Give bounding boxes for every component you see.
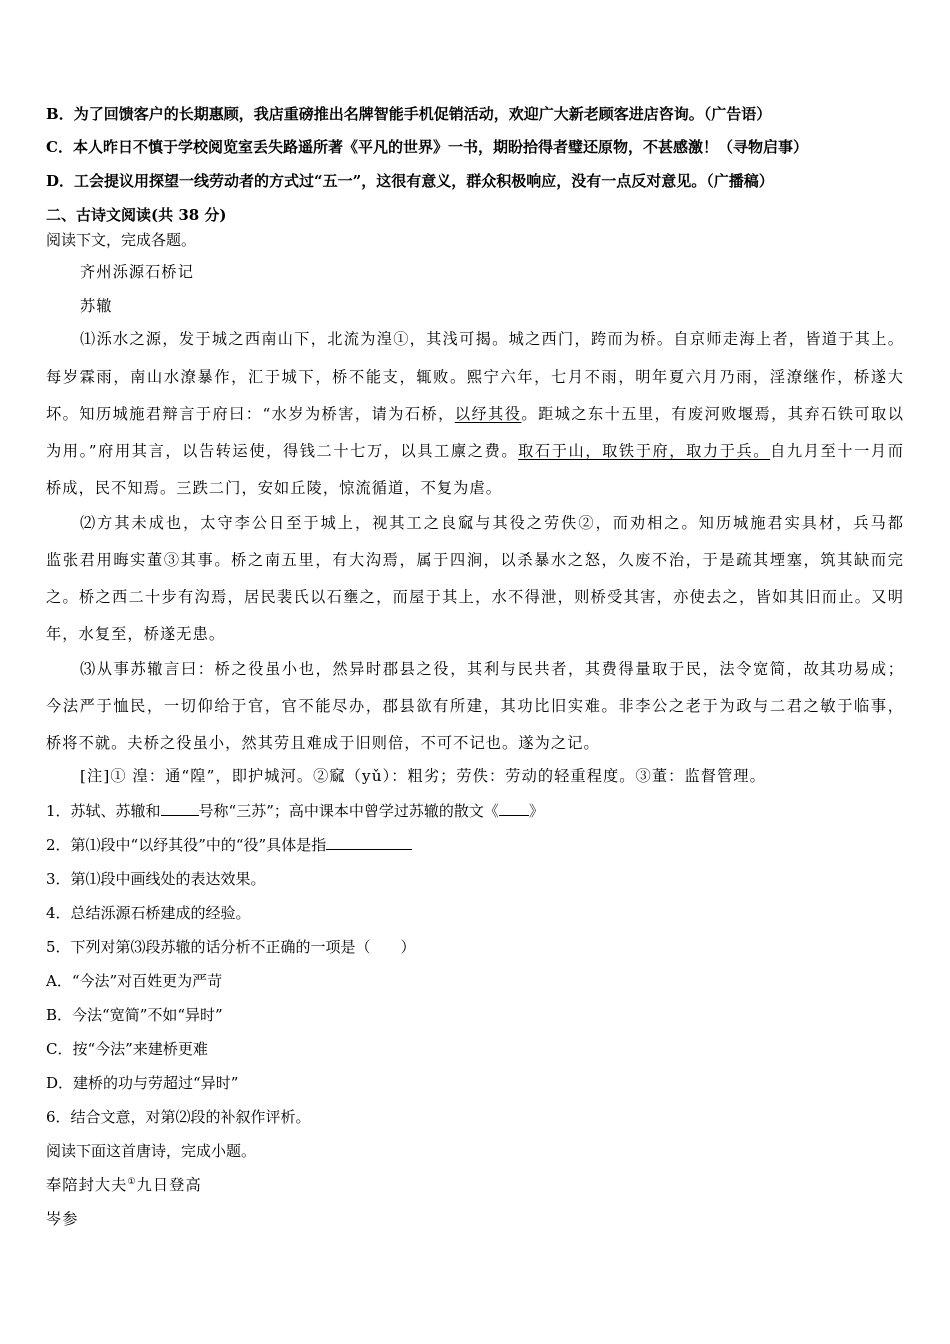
poem-author: 岑参 bbox=[46, 1210, 79, 1228]
text-segment: 》 bbox=[528, 802, 544, 820]
text-segment: 九日登高 bbox=[136, 1176, 202, 1194]
text-segment: 坏。知历城施君辩言于府曰：“水岁为桥害，请为石桥， bbox=[46, 405, 455, 423]
question-3: 3．第⑴段中画线处的表达效果。 bbox=[46, 870, 266, 888]
essay-p2-line1: ⑵方其未成也，太守李公日至于城上，视其工之良窳与其役之劳佚②，而劝相之。知历城施君实具材，兵马都 bbox=[80, 514, 904, 532]
question-5-option-d: D．建桥的功与劳超过“异时” bbox=[46, 1074, 239, 1092]
essay-p1-line4 bbox=[46, 441, 904, 461]
underlined-phrase: 取石于山，取铁于府，取力于兵。 bbox=[518, 442, 771, 460]
essay-author: 苏辙 bbox=[80, 297, 113, 315]
essay-p2-line3: 之。桥之西二十步有沟焉，居民裴氏以石壅之，而屋于其上，水不得泄，则桥受其害，亦使去之，皆如其旧而止。又明 bbox=[46, 588, 904, 606]
essay-p1-line1: ⑴泺水之源，发于城之西南山下，北流为湟①，其浅可揭。城之西门，跨而为桥。自京师走海上者，皆道于其上。 bbox=[80, 330, 904, 348]
text-segment: 。距城之东十五里，有废河败堰焉，其弃石铁可取以 bbox=[521, 405, 904, 423]
question-5-option-c: C．按“今法”来建桥更难 bbox=[46, 1040, 208, 1058]
option-d: D．工会提议用探望一线劳动者的方式过“五一”，这很有意义，群众积极响应，没有一点反对意见。（广播稿） bbox=[46, 172, 774, 190]
essay-p1-line5: 桥成，民不知焉。三跌二门，安如丘陵，惊流循道，不复为虐。 bbox=[46, 479, 503, 497]
answer-blank[interactable] bbox=[326, 835, 412, 850]
essay-p1-line2: 每岁霖雨，南山水潦暴作，汇于城下，桥不能支，辄败。熙宁六年，七月不雨，明年夏六月乃雨，淫潦继作，桥遂大 bbox=[46, 368, 904, 386]
section-heading: 二、古诗文阅读(共 38 分) bbox=[46, 206, 227, 224]
question-5-option-b: B．今法“宽简”不如“异时” bbox=[46, 1006, 223, 1024]
question-6: 6．结合文意，对第⑵段的补叙作评析。 bbox=[46, 1108, 311, 1126]
option-text: 本人昨日不慎于学校阅览室丢失路遥所著《平凡的世界》一书，期盼拾得者璧还原物，不甚感激！（寻物启事） bbox=[72, 138, 808, 156]
option-letter: D bbox=[46, 172, 60, 190]
text-segment: 奉陪封大夫 bbox=[46, 1176, 128, 1194]
essay-p3-line3: 桥将不就。夫桥之役虽小，然其劳且难成于旧则倍，不可不记也。遂为之记。 bbox=[46, 734, 600, 752]
essay-p1-line3 bbox=[46, 404, 904, 424]
question-4: 4．总结泺源石桥建成的经验。 bbox=[46, 904, 251, 922]
reading-instruction: 阅读下文，完成各题。 bbox=[46, 231, 197, 249]
option-text: 为了回馈客户的长期惠顾，我店重磅推出名牌智能手机促销活动，欢迎广大新老顾客进店咨询。（广告语） bbox=[73, 105, 772, 123]
answer-blank[interactable] bbox=[499, 801, 529, 816]
question-5: 5．下列对第⑶段苏辙的话分析不正确的一项是（ ） bbox=[46, 938, 416, 956]
option-b: B．为了回馈客户的长期惠顾，我店重磅推出名牌智能手机促销活动，欢迎广大新老顾客进店咨询。（广告语） bbox=[46, 105, 772, 123]
question-1 bbox=[46, 801, 544, 821]
question-5-option-a: A．“今法”对百姓更为严苛 bbox=[46, 972, 223, 990]
footnote-marker: ① bbox=[127, 1177, 137, 1187]
poem-title bbox=[46, 1175, 202, 1195]
underlined-phrase: 以纾其役 bbox=[454, 405, 522, 423]
option-c: C．本人昨日不慎于学校阅览室丢失路遥所著《平凡的世界》一书，期盼拾得者璧还原物，不甚感激！（寻物启事） bbox=[46, 138, 808, 156]
text-segment: 1．苏轼、苏辙和 bbox=[46, 802, 161, 820]
annotation-note: [注]① 湟：通“隍”，即护城河。②窳（yǔ）：粗劣；劳佚：劳动的轻重程度。③董：监督管理。 bbox=[80, 767, 766, 785]
essay-p3-line1: ⑶从事苏辙言曰：桥之役虽小也，然异时郡县之役，其利与民共者，其费得量取于民，法令宽简，故其功易成； bbox=[80, 660, 904, 678]
essay-p2-line4: 年，水复至，桥遂无患。 bbox=[46, 625, 226, 643]
option-letter: C bbox=[46, 138, 58, 156]
answer-blank[interactable] bbox=[161, 801, 199, 816]
option-text: 工会提议用探望一线劳动者的方式过“五一”，这很有意义，群众积极响应，没有一点反对意见。（广播稿） bbox=[74, 172, 774, 190]
essay-title: 齐州泺源石桥记 bbox=[80, 263, 195, 281]
question-2 bbox=[46, 835, 412, 855]
poem-instruction: 阅读下面这首唐诗，完成小题。 bbox=[46, 1142, 257, 1160]
text-segment: 自九月至十一月而 bbox=[770, 442, 904, 460]
essay-p2-line2: 监张君用晦实董③其事。桥之南五里，有大沟焉，属于四涧，以杀暴水之怒，久废不治，于是疏其堙塞，筑其缺而完 bbox=[46, 551, 904, 569]
text-segment: 号称“三苏”；高中课本中曾学过苏辙的散文《 bbox=[198, 802, 499, 820]
option-letter: B bbox=[46, 105, 59, 123]
essay-p3-line2: 今法严于恤民，一切仰给于官，官不能尽办，郡县欲有所建，其功比旧实难。非李公之老于为政与二君之敏于临事， bbox=[46, 697, 904, 715]
text-segment: 为用。”府用其言，以告转运使，得钱二十七万，以具工廪之费。 bbox=[46, 442, 519, 460]
text-segment: 2．第⑴段中“以纾其役”中的“役”具体是指 bbox=[46, 836, 327, 854]
